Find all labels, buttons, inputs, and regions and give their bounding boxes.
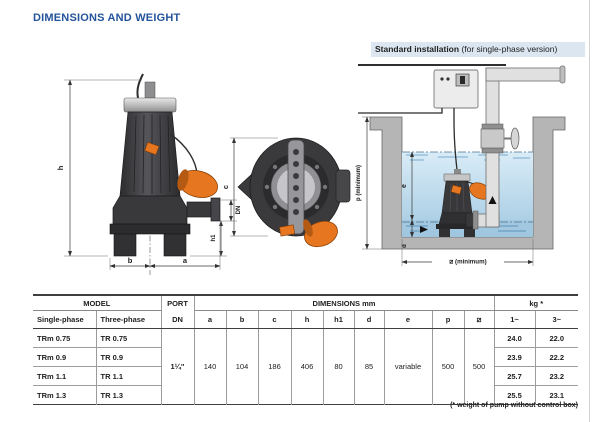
cell-kg3-2: 23.2: [535, 367, 578, 386]
col-header-p: p: [432, 311, 464, 329]
dimension-p-minimum: [356, 117, 382, 249]
mains-cable: [358, 108, 442, 113]
single-phase-header: Single-phase: [33, 311, 96, 329]
col-header-square: ⧄: [464, 311, 494, 329]
h1-dim-label: h1: [211, 234, 217, 242]
col-header-e: e: [384, 311, 432, 329]
control-box: [434, 70, 478, 108]
dn-dim-label: DN: [236, 205, 242, 215]
dimensions-table: [33, 294, 578, 405]
cell-b: 104: [226, 329, 258, 405]
dimensions-mm-header: DIMENSIONS mm: [194, 295, 494, 311]
cell-three-phase-0: TR 0.75: [96, 329, 161, 348]
e-dim-label: e: [401, 184, 408, 188]
cell-kg1-2: 25.7: [494, 367, 535, 386]
table-footnote: (* weight of pump without control box): [450, 402, 578, 409]
installation-title-normal: (for single-phase version): [459, 44, 558, 54]
col-header-b: b: [226, 311, 258, 329]
cell-kg3-0: 22.0: [535, 329, 578, 348]
cell-kg3-1: 22.2: [535, 348, 578, 367]
installation-title: [371, 42, 585, 57]
table-row: [33, 329, 578, 348]
cell-single-phase-3: TRm 1.3: [33, 386, 96, 405]
installation-figure: [358, 62, 590, 290]
a-dim-label: a: [182, 256, 188, 265]
pump-side-body: [110, 74, 220, 256]
cell-a: 140: [194, 329, 226, 405]
page-edge-line: [589, 0, 590, 422]
cell-kg1-3: 25.5: [494, 386, 535, 405]
gate-valve: [481, 124, 519, 153]
col-header-h: h: [291, 311, 323, 329]
col-header-h1: h1: [323, 311, 354, 329]
cell-kg1-0: 24.0: [494, 329, 535, 348]
cell-three-phase-3: TR 1.3: [96, 386, 161, 405]
dn-header: DN: [161, 311, 194, 329]
kg-header: kg *: [494, 295, 578, 311]
pump-top-body: [238, 138, 350, 236]
cell-h1: 80: [323, 329, 354, 405]
cell-single-phase-2: TRm 1.1: [33, 367, 96, 386]
cell-e: variable: [384, 329, 432, 405]
cell-single-phase-0: TRm 0.75: [33, 329, 96, 348]
square-minimum-label: ⧄ (minimum): [449, 258, 487, 266]
cell-kg3-3: 23.1: [549, 390, 565, 400]
cell-kg1-1: 23.9: [494, 348, 535, 367]
b-dim-label: b: [127, 256, 133, 265]
model-header: MODEL: [33, 295, 161, 311]
cell-d: 85: [354, 329, 384, 405]
h-dim-label: h: [56, 165, 65, 171]
col-header-d: d: [354, 311, 384, 329]
c-dim-label: c: [221, 184, 230, 190]
pump-side-view-figure: [50, 70, 245, 285]
d-dim-label: d: [402, 244, 408, 248]
pump-top-view-figure: [222, 124, 350, 252]
cell-square: 500: [464, 329, 494, 405]
page-title: DIMENSIONS AND WEIGHT: [33, 12, 181, 24]
port-header: PORT: [161, 295, 194, 311]
cell-c: 186: [258, 329, 291, 405]
control-box-led: [446, 77, 449, 80]
cell-three-phase-1: TR 0.9: [96, 348, 161, 367]
col-header-kg-3ph: 3~: [535, 311, 578, 329]
cell-h: 406: [291, 329, 323, 405]
col-header-kg-1ph: 1~: [494, 311, 535, 329]
p-minimum-label: p (minimum): [356, 165, 362, 201]
installation-title-bold: Standard installation: [375, 44, 460, 54]
cell-p: 500: [432, 329, 464, 405]
col-header-c: c: [258, 311, 291, 329]
cell-dn: 1¼": [161, 329, 194, 405]
three-phase-header: Three-phase: [96, 311, 161, 329]
col-header-a: a: [194, 311, 226, 329]
cell-single-phase-1: TRm 0.9: [33, 348, 96, 367]
cell-three-phase-2: TR 1.1: [96, 367, 161, 386]
control-box-led: [440, 77, 443, 80]
